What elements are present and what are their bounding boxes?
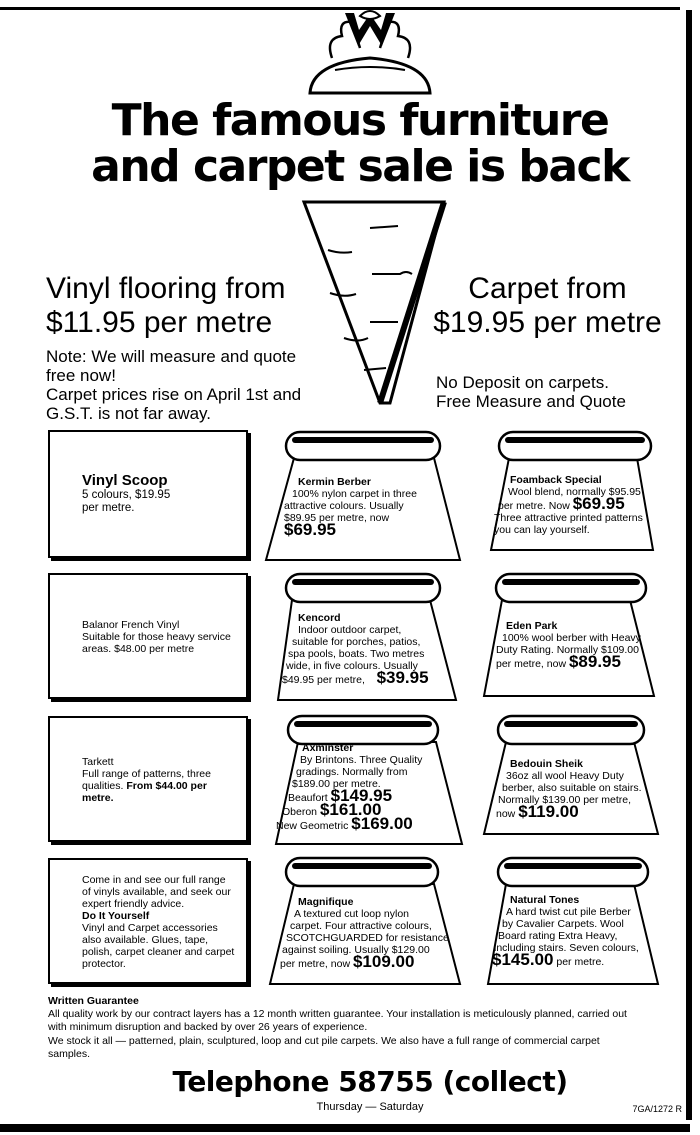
item-title: Do It Yourself: [82, 910, 150, 922]
item-price-text: From $44.00 per: [126, 780, 207, 792]
item-text: 100% nylon carpet in three: [292, 488, 417, 500]
item-text: per metre.: [556, 956, 605, 968]
item-text: attractive colours. Usually: [284, 500, 404, 512]
item-price: $89.95: [568, 652, 621, 671]
info-text: protector.: [82, 958, 126, 970]
note-line: free now!: [46, 366, 116, 385]
option-label: Oberon: [282, 806, 318, 818]
info-text: expert friendly advice.: [82, 898, 185, 910]
option-price: $161.00: [319, 800, 382, 819]
item-title: Eden Park: [506, 620, 558, 632]
carpet-item-card: [284, 476, 454, 539]
carrot-logo-icon: [290, 8, 450, 98]
item-price: $119.00: [518, 802, 579, 821]
vinyl-info-card: [48, 858, 248, 984]
item-text: Board rating Extra Heavy,: [498, 930, 618, 942]
item-text: by Cavalier Carpets. Wool: [502, 918, 624, 930]
item-title: Axminster: [302, 742, 354, 754]
item-text: By Brintons. Three Quality: [300, 754, 423, 766]
item-title: Vinyl Scoop: [82, 472, 168, 489]
item-price: $109.00: [352, 952, 415, 971]
item-text: including stairs. Seven colours,: [494, 942, 639, 954]
note-line: Carpet prices rise on April 1st and: [46, 385, 302, 404]
item-text: carpet. Four attractive colours,: [290, 920, 432, 932]
option-label: New Geometric: [276, 820, 349, 832]
item-title: Foamback Special: [510, 474, 602, 486]
stock-text: We stock it all — patterned, plain, sculptured, loop and cut pile carpets. We also have a full range of commercial carpet: [48, 1035, 600, 1047]
note-line: Note: We will measure and quote: [46, 347, 297, 366]
stock-section: [48, 1035, 680, 1061]
carpet-item-card: [492, 894, 656, 968]
item-text: gradings. Normally from: [296, 766, 408, 778]
item-text: areas. $48.00 per metre: [82, 643, 195, 655]
stock-text: samples.: [48, 1048, 91, 1060]
item-text: Suitable for those heavy service: [82, 631, 231, 643]
telephone-line: Telephone 58755 (collect): [172, 1065, 568, 1098]
carpet-item-card: [280, 896, 460, 970]
item-text: Three attractive printed patterns: [494, 512, 643, 524]
carpet-heading-line-1: Carpet from: [468, 272, 627, 305]
item-title: Kencord: [298, 612, 341, 624]
item-title: Balanor French Vinyl: [82, 619, 180, 631]
vinyl-item-card: [48, 716, 248, 842]
item-text: Full range of patterns, three: [82, 768, 211, 780]
info-text: also available. Glues, tape,: [82, 934, 209, 946]
item-text: 100% wool berber with Heavy: [502, 632, 641, 644]
guarantee-text: with minimum disruption and backed by over 26 years of experience.: [48, 1021, 368, 1033]
item-text: per metre.: [82, 502, 135, 514]
vinyl-promo: [46, 272, 346, 340]
carpet-promo: [415, 272, 680, 340]
item-price: $69.95: [572, 494, 625, 513]
note-line: Free Measure and Quote: [436, 392, 626, 411]
carpet-item-card: [282, 612, 454, 686]
item-text: Duty Rating. Normally $109.00: [496, 644, 639, 656]
option-price: $149.95: [330, 786, 393, 805]
info-text: Vinyl and Carpet accessories: [82, 922, 218, 934]
item-text: 5 colours, $19.95: [82, 489, 171, 501]
carpet-item-card: [496, 758, 656, 820]
item-text: wide, in five colours. Usually: [286, 660, 418, 672]
item-text: $189.00 per metre.: [292, 778, 381, 790]
guarantee-section: [48, 995, 680, 1034]
option-label: Beaufort: [288, 792, 328, 804]
item-text: per metre, now: [280, 958, 351, 970]
carpet-item-card: [494, 474, 656, 536]
item-text: per metre, now: [496, 658, 567, 670]
info-text: polish, carpet cleaner and carpet: [82, 946, 235, 958]
option-price: $169.00: [351, 814, 413, 833]
carpet-item-card: [276, 742, 456, 832]
item-title: Magnifique: [298, 896, 354, 908]
note-line: No Deposit on carpets.: [436, 373, 609, 392]
item-title: Bedouin Sheik: [510, 758, 583, 770]
item-price: $145.00: [492, 950, 554, 969]
page-title: [40, 95, 680, 192]
vinyl-heading-line-1: Vinyl flooring from: [46, 272, 286, 305]
page-border-bottom: [0, 1124, 690, 1132]
item-text: spa pools, boats. Two metres: [288, 648, 425, 660]
item-text: berber, also suitable on stairs.: [502, 782, 642, 794]
carpet-note: [436, 373, 676, 411]
carpet-item-card: [496, 620, 656, 670]
item-text: you can lay yourself.: [494, 524, 590, 536]
item-title: Kermin Berber: [298, 476, 371, 488]
item-text: Wool blend, normally $95.95: [508, 486, 641, 498]
vinyl-heading-line-2: $11.95 per metre: [46, 306, 273, 339]
title-line-1: The famous furniture: [111, 95, 609, 146]
item-text: A textured cut loop nylon: [294, 908, 409, 920]
page-border-right: [686, 10, 692, 1120]
vinyl-item-card: [48, 430, 248, 558]
item-text: per metre. Now: [498, 500, 570, 512]
item-text: Indoor outdoor carpet,: [298, 624, 402, 636]
ad-code: 7GA/1272 R: [632, 1104, 682, 1114]
info-text: Come in and see our full range: [82, 874, 226, 886]
vinyl-note: [46, 347, 356, 423]
guarantee-title: Written Guarantee: [48, 995, 139, 1007]
vinyl-item-card: [48, 573, 248, 699]
item-price: $69.95: [284, 520, 336, 539]
item-text: against soiling. Usually $129.00: [282, 944, 430, 956]
item-text: SCOTCHGUARDED for resistance: [286, 932, 449, 944]
item-text: Normally $139.00 per metre,: [498, 794, 632, 806]
item-title: Natural Tones: [510, 894, 580, 906]
item-price: $39.95: [376, 668, 429, 687]
guarantee-text: All quality work by our contract layers has a 12 month written guarantee. Your installation is meticulously planned, carried out: [48, 1008, 627, 1020]
item-text: suitable for porches, patios,: [292, 636, 421, 648]
note-line: G.S.T. is not far away.: [46, 404, 212, 423]
item-text: metre.: [82, 792, 114, 804]
carpet-heading-line-2: $19.95 per metre: [433, 306, 662, 339]
item-text: 36oz all wool Heavy Duty: [506, 770, 624, 782]
title-line-2: and carpet sale is back: [91, 141, 629, 192]
item-text: A hard twist cut pile Berber: [506, 906, 631, 918]
opening-days: Thursday — Saturday: [316, 1101, 424, 1113]
item-title: Tarkett: [82, 756, 114, 768]
info-text: of vinyls available, and seek our: [82, 886, 231, 898]
item-text: qualities.: [82, 780, 127, 792]
item-text: now: [496, 808, 516, 820]
item-text: $49.95 per metre,: [282, 674, 365, 686]
item-text: $89.95 per metre, now: [284, 512, 390, 524]
